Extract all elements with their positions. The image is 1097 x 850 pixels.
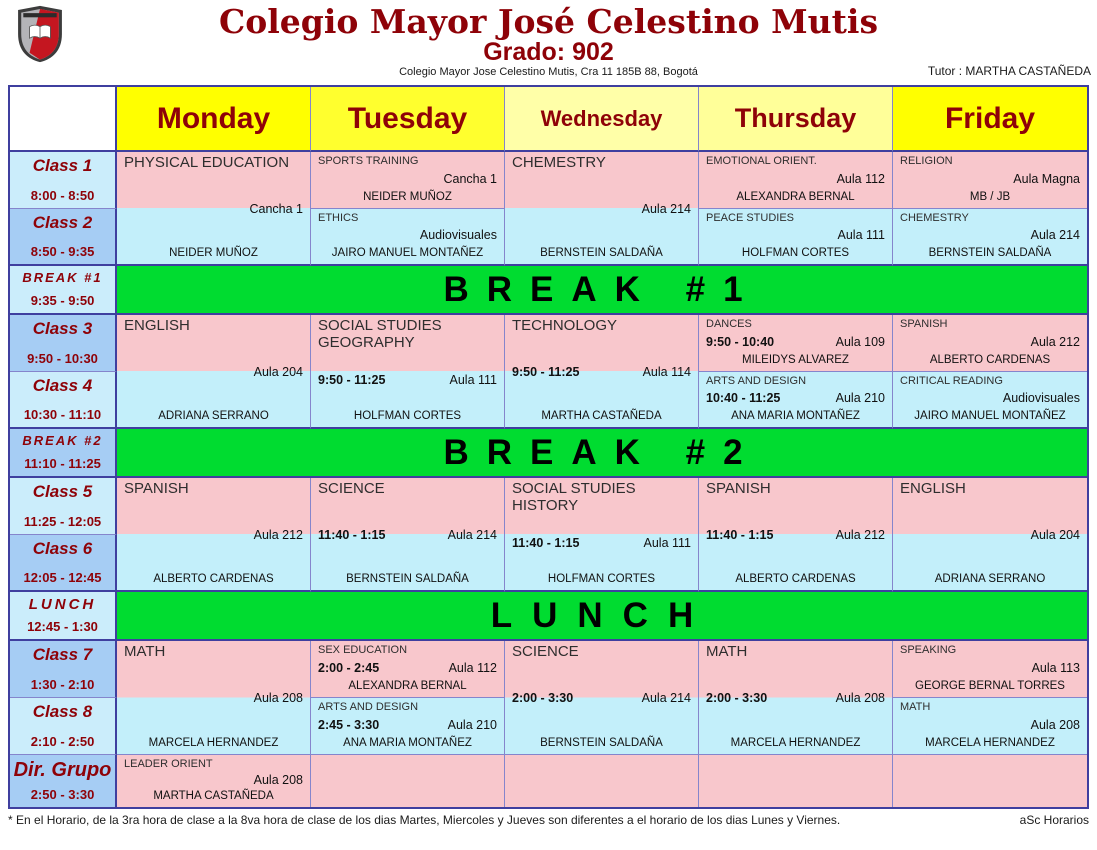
teacher: NEIDER MUÑOZ (169, 246, 258, 259)
room: Aula 114 (642, 364, 691, 379)
period-time: 9:35 - 9:50 (30, 293, 95, 308)
cell-midline (706, 336, 885, 349)
room: Aula 214 (641, 691, 691, 706)
footer-note: * En el Horario, de la 3ra hora de clase a la 8va hora de clase de los dias Martes, Miercoles y Jueves son diferentes a el horario de los dias Lunes y Viernes. (8, 813, 841, 827)
session-time: 10:40 - 11:25 (706, 391, 781, 406)
subject: EMOTIONAL ORIENT. (706, 155, 817, 167)
cell-mon-class1-2 (117, 152, 311, 266)
cell-midline (706, 392, 885, 405)
cell-midline (512, 366, 691, 379)
cell-mon-class3-4 (117, 315, 311, 429)
period-name: Class 1 (32, 156, 93, 175)
room: Aula 113 (1031, 660, 1080, 675)
teacher: BERNSTEIN SALDAÑA (346, 572, 469, 585)
teacher: ALEXANDRA BERNAL (736, 190, 855, 203)
cell-thu-class4 (699, 372, 893, 429)
period-time: 9:50 - 10:30 (27, 351, 98, 366)
period-name: BREAK #2 (22, 433, 103, 448)
period-label-class5 (10, 478, 117, 535)
subject: SPANISH (706, 480, 771, 497)
cell-midline (900, 662, 1080, 675)
cell-tue-class8 (311, 698, 505, 755)
teacher: ADRIANA SERRANO (934, 572, 1046, 585)
period-time: 12:05 - 12:45 (23, 570, 102, 585)
cell-midline (124, 774, 303, 787)
room: Aula 208 (253, 772, 303, 787)
room: Aula 212 (835, 527, 885, 542)
room: Cancha 1 (249, 201, 303, 216)
room: Aula 111 (837, 228, 885, 243)
cell-mon-class5-6 (117, 478, 311, 592)
subject: SCIENCE (318, 480, 385, 497)
teacher: GEORGE BERNAL TORRES (915, 679, 1065, 692)
teacher: HOLFMAN CORTES (547, 572, 656, 585)
cell-mon-dirgrupo (117, 755, 311, 807)
period-label-class3 (10, 315, 117, 372)
break1-banner: BREAK #1 (117, 266, 1087, 315)
day-header-wednesday: Wednesday (505, 87, 699, 152)
cell-midline (318, 719, 497, 732)
cell-tue-class1 (311, 152, 505, 209)
cell-midline (318, 662, 497, 675)
subject: DANCES (706, 318, 752, 330)
room: Aula 111 (643, 536, 691, 551)
cell-tue-class7 (311, 641, 505, 698)
period-name: Dir. Grupo (13, 759, 112, 781)
cell-fri-class8 (893, 698, 1087, 755)
period-label-class4 (10, 372, 117, 429)
subject: TECHNOLOGY (512, 317, 618, 334)
period-time: 2:10 - 2:50 (30, 734, 95, 749)
period-name: BREAK #1 (22, 270, 103, 285)
period-label-class1 (10, 152, 117, 209)
room: Aula Magna (1013, 171, 1080, 186)
cell-midline (512, 203, 691, 216)
teacher: BERNSTEIN SALDAÑA (540, 736, 663, 749)
teacher: JAIRO MANUEL MONTAÑEZ (914, 409, 1066, 422)
cell-midline (512, 537, 691, 550)
cell-midline (706, 529, 885, 542)
cell-midline (124, 692, 303, 705)
room: Aula 208 (1030, 717, 1080, 732)
period-time: 1:30 - 2:10 (30, 677, 95, 692)
subject: SPANISH (124, 480, 189, 497)
room: Aula 204 (1030, 527, 1080, 542)
room: Aula 204 (253, 364, 303, 379)
room: Cancha 1 (443, 171, 497, 186)
room: Audiovisuales (419, 228, 497, 243)
day-header-friday: Friday (893, 87, 1087, 152)
subject: ARTS AND DESIGN (318, 701, 419, 713)
cell-midline (706, 692, 885, 705)
period-time: 11:10 - 11:25 (24, 456, 101, 471)
room: Aula 208 (253, 691, 303, 706)
teacher: ALBERTO CARDENAS (929, 353, 1051, 366)
teacher: MARTHA CASTAÑEDA (153, 789, 274, 802)
subject: CHEMESTRY (900, 212, 969, 224)
period-time: 8:00 - 8:50 (30, 188, 95, 203)
cell-wed-class5-6 (505, 478, 699, 592)
cell-tue-dirgrupo-empty (311, 755, 505, 807)
cell-fri-dirgrupo-empty (893, 755, 1087, 807)
asc-horarios-brand: aSc Horarios (1019, 813, 1089, 827)
teacher: MARCELA HERNANDEZ (730, 736, 861, 749)
cell-midline (900, 529, 1080, 542)
teacher: MARTHA CASTAÑEDA (541, 409, 662, 422)
period-label-class8 (10, 698, 117, 755)
cell-midline (318, 374, 497, 387)
room: Audiovisuales (1002, 391, 1080, 406)
subject: SPANISH (900, 318, 948, 330)
room: Aula 212 (1030, 334, 1080, 349)
session-time: 11:40 - 1:15 (706, 527, 774, 542)
teacher: ALBERTO CARDENAS (153, 572, 274, 585)
period-name: LUNCH (28, 596, 97, 613)
subject: SOCIAL STUDIES GEOGRAPHY (318, 317, 442, 351)
period-label-break2 (10, 429, 117, 478)
room: Aula 111 (449, 373, 497, 388)
cell-tue-class5-6 (311, 478, 505, 592)
page-header (0, 0, 1097, 85)
room: Aula 214 (1030, 228, 1080, 243)
subject: ARTS AND DESIGN (706, 375, 807, 387)
session-time: 11:40 - 1:15 (512, 536, 580, 551)
teacher: ANA MARIA MONTAÑEZ (343, 736, 472, 749)
cell-midline (706, 173, 885, 186)
teacher: NEIDER MUÑOZ (363, 190, 452, 203)
session-time: 9:50 - 11:25 (512, 364, 580, 379)
session-time: 9:50 - 10:40 (706, 334, 775, 349)
teacher: ALBERTO CARDENAS (735, 572, 856, 585)
cell-tue-class3-4 (311, 315, 505, 429)
period-label-dirgrupo (10, 755, 117, 807)
session-time: 2:00 - 2:45 (318, 660, 380, 675)
session-time: 2:00 - 3:30 (706, 691, 768, 706)
cell-tue-class2 (311, 209, 505, 266)
timetable-grid (8, 85, 1089, 809)
subject: SPORTS TRAINING (318, 155, 419, 167)
period-time: 2:50 - 3:30 (30, 787, 95, 802)
session-time: 9:50 - 11:25 (318, 373, 386, 388)
subject: PHYSICAL EDUCATION (124, 154, 290, 171)
cell-midline (512, 692, 691, 705)
corner-cell (10, 87, 117, 152)
subject: ENGLISH (124, 317, 190, 334)
period-name: Class 4 (32, 376, 93, 395)
teacher: ANA MARIA MONTAÑEZ (731, 409, 860, 422)
period-label-break1 (10, 266, 117, 315)
period-name: Class 8 (32, 702, 93, 721)
period-label-lunch (10, 592, 117, 641)
cell-midline (900, 336, 1080, 349)
room: Aula 214 (447, 527, 497, 542)
period-name: Class 2 (32, 213, 93, 232)
cell-midline (318, 529, 497, 542)
period-name: Class 3 (32, 319, 93, 338)
cell-midline (124, 203, 303, 216)
subject: ETHICS (318, 212, 359, 224)
cell-fri-class5-6 (893, 478, 1087, 592)
period-label-class6 (10, 535, 117, 592)
cell-midline (706, 229, 885, 242)
teacher: MILEIDYS ALVAREZ (742, 353, 849, 366)
cell-midline (900, 229, 1080, 242)
teacher: MARCELA HERNANDEZ (925, 736, 1055, 749)
cell-wed-class3-4 (505, 315, 699, 429)
cell-mon-class7-8 (117, 641, 311, 755)
tutor-label: Tutor : MARTHA CASTAÑEDA (927, 64, 1091, 78)
session-time: 2:00 - 3:30 (512, 691, 574, 706)
room: Aula 212 (253, 527, 303, 542)
teacher: MARCELA HERNANDEZ (148, 736, 279, 749)
period-name: Class 7 (32, 645, 93, 664)
subject: MATH (706, 643, 748, 660)
subject: SCIENCE (512, 643, 579, 660)
cell-thu-class5-6 (699, 478, 893, 592)
cell-wed-class1-2 (505, 152, 699, 266)
cell-midline (318, 173, 497, 186)
period-time: 8:50 - 9:35 (30, 244, 95, 259)
period-label-class7 (10, 641, 117, 698)
subject: ENGLISH (900, 480, 966, 497)
teacher: HOLFMAN CORTES (741, 246, 850, 259)
subject: PEACE STUDIES (706, 212, 795, 224)
period-time: 12:45 - 1:30 (27, 619, 98, 634)
school-address: Colegio Mayor Jose Celestino Mutis, Cra 11 185B 88, Bogotá (399, 66, 698, 78)
cell-wed-class7-8 (505, 641, 699, 755)
cell-thu-class2 (699, 209, 893, 266)
room: Aula 210 (447, 717, 497, 732)
cell-midline (900, 719, 1080, 732)
teacher: ALEXANDRA BERNAL (348, 679, 467, 692)
subject: CHEMESTRY (512, 154, 606, 171)
school-name-title: Colegio Mayor José Celestino Mutis (218, 2, 879, 41)
teacher: BERNSTEIN SALDAÑA (928, 246, 1052, 259)
cell-midline (318, 229, 497, 242)
cell-thu-dirgrupo-empty (699, 755, 893, 807)
subject: MATH (124, 643, 166, 660)
room: Aula 112 (836, 171, 885, 186)
period-name: Class 5 (32, 482, 93, 501)
room: Aula 214 (641, 201, 691, 216)
session-time: 2:45 - 3:30 (318, 717, 380, 732)
subject: SEX EDUCATION (318, 644, 408, 656)
day-header-tuesday: Tuesday (311, 87, 505, 152)
subject: RELIGION (900, 155, 953, 167)
cell-fri-class2 (893, 209, 1087, 266)
room: Aula 210 (835, 391, 885, 406)
cell-wed-dirgrupo-empty (505, 755, 699, 807)
break2-banner: BREAK #2 (117, 429, 1087, 478)
cell-midline (900, 392, 1080, 405)
room: Aula 109 (835, 334, 885, 349)
cell-fri-class1 (893, 152, 1087, 209)
cell-thu-class3 (699, 315, 893, 372)
teacher: JAIRO MANUEL MONTAÑEZ (331, 246, 484, 259)
teacher: BERNSTEIN SALDAÑA (540, 246, 663, 259)
cell-midline (124, 529, 303, 542)
teacher: MB / JB (969, 190, 1011, 203)
period-time: 11:25 - 12:05 (23, 514, 102, 529)
period-label-class2 (10, 209, 117, 266)
cell-thu-class1 (699, 152, 893, 209)
cell-fri-class3 (893, 315, 1087, 372)
room: Aula 112 (448, 660, 497, 675)
room: Aula 208 (835, 691, 885, 706)
cell-midline (900, 173, 1080, 186)
period-name: Class 6 (32, 539, 93, 558)
lunch-banner: LUNCH (117, 592, 1087, 641)
cell-fri-class7 (893, 641, 1087, 698)
period-time: 10:30 - 11:10 (23, 407, 102, 422)
teacher: ADRIANA SERRANO (158, 409, 269, 422)
session-time: 11:40 - 1:15 (318, 527, 386, 542)
subject: MATH (900, 701, 931, 713)
cell-fri-class4 (893, 372, 1087, 429)
grade-title: Grado: 902 (483, 38, 614, 66)
day-header-monday: Monday (117, 87, 311, 152)
subject: LEADER ORIENT (124, 758, 213, 770)
cell-midline (124, 366, 303, 379)
day-header-thursday: Thursday (699, 87, 893, 152)
subject: CRITICAL READING (900, 375, 1003, 387)
cell-thu-class7-8 (699, 641, 893, 755)
subject: SPEAKING (900, 644, 957, 656)
teacher: HOLFMAN CORTES (353, 409, 462, 422)
subject: SOCIAL STUDIES HISTORY (512, 480, 636, 514)
